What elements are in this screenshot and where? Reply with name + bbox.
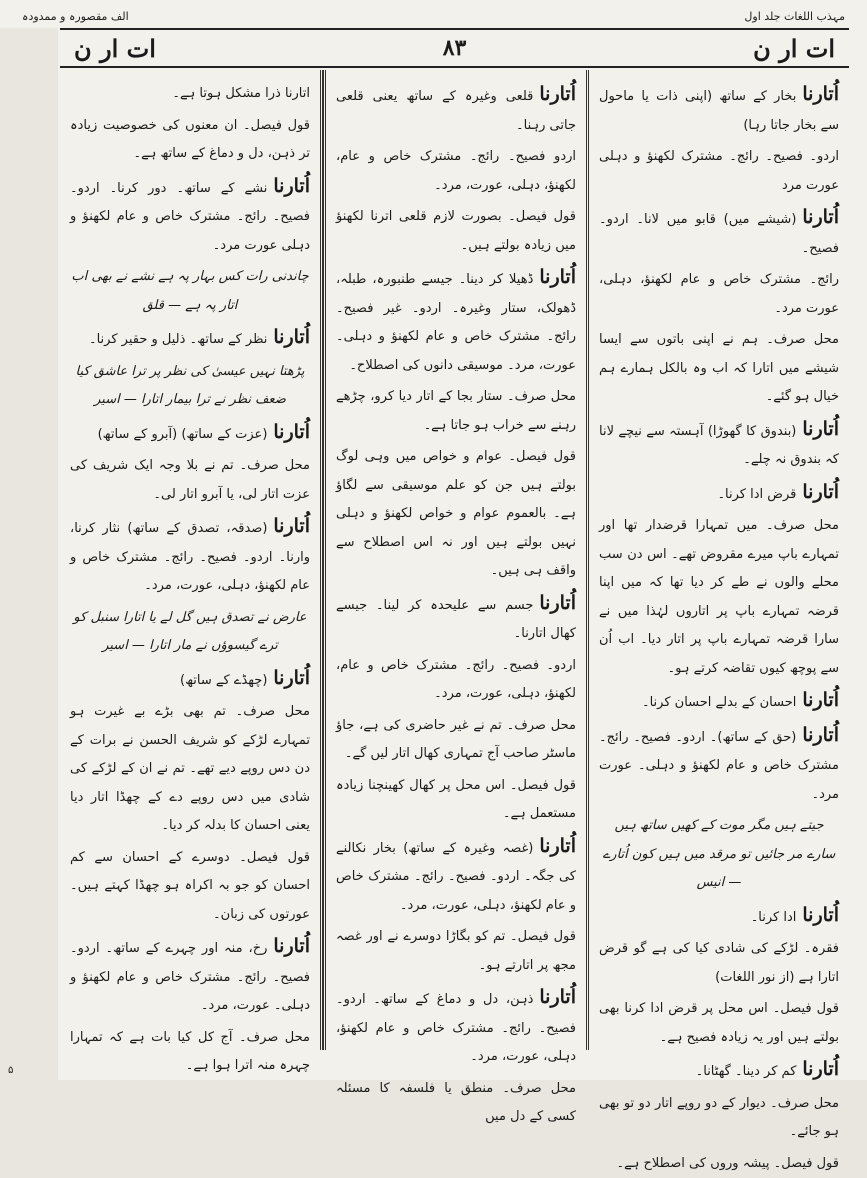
entry-headword: اُتارنا [802, 689, 839, 711]
entry-text: محل صرف۔ تم نے بلا وجہ ایک شریف کی عزت اتار لی، یا آبرو اتار لی۔ [70, 458, 310, 502]
column-middle [323, 70, 586, 1050]
entry-headword: اُتارنا [273, 421, 310, 443]
entry-paragraph [336, 143, 576, 200]
entry-text: قرض ادا کرنا۔ [717, 487, 796, 502]
entry-paragraph [70, 1024, 310, 1081]
entry-paragraph [336, 983, 576, 1072]
entry-paragraph [599, 901, 839, 933]
headword-right: ات ار ن [753, 34, 835, 63]
entry-text: (بندوق کا گھوڑا) آہستہ سے نیچے لانا کہ بندوق نہ چلے۔ [599, 424, 839, 468]
verse-quote [599, 812, 839, 898]
entry-headword: اُتارنا [802, 481, 839, 503]
entry-paragraph [70, 323, 310, 355]
entry-paragraph [70, 664, 310, 696]
entry-headword: اُتارنا [273, 935, 310, 957]
entry-paragraph [70, 452, 310, 509]
entry-paragraph [599, 1055, 839, 1087]
text-columns [60, 70, 849, 1050]
entry-paragraph [599, 203, 839, 263]
entry-text: احسان کے بدلے احسان کرنا۔ [642, 695, 796, 710]
entry-text: رائج۔ مشترک خاص و عام لکھنؤ، دہلی، عورت مرد۔ [599, 272, 839, 316]
entry-text: نشے کے ساتھ۔ دور کرنا۔ اردو۔ فصیح۔ رائج۔ مشترک خاص و عام لکھنؤ و دہلی عورت مرد۔ [70, 181, 310, 253]
entry-text: چاندنی رات کس بہار پہ ہے نشے نے بھی اب اتار پہ ہے — قلق [71, 269, 308, 313]
entry-text: ذہن، دل و دماغ کے ساتھ۔ اردو۔ فصیح۔ رائج۔ مشترک خاص و عام لکھنؤ، دہلی، عورت، مرد۔ [336, 992, 576, 1064]
entry-text: ڈھیلا کر دینا۔ جیسے طنبورہ، طبلہ، ڈھولک، ستار وغیرہ۔ اردو۔ غیر فصیح۔ رائج۔ مشترک خاص و عام لکھنؤ و دہلی۔ عورت، مرد۔ موسیقی دانوں کی اصطلاح۔ [336, 272, 576, 373]
entry-paragraph [599, 415, 839, 475]
entry-headword: اُتارنا [802, 206, 839, 228]
header-band [60, 28, 849, 68]
entry-paragraph [70, 112, 310, 169]
entry-text: محل صرف۔ ستار بجا کے اتار دیا کرو، چڑھے رہنے سے خراب ہو جاتا ہے۔ [336, 389, 576, 433]
entry-paragraph [70, 418, 310, 450]
entry-text: قول فیصل۔ اس محل پر کھال کھینچنا زیادہ مستعمل ہے۔ [336, 778, 576, 822]
entry-text: قول فیصل۔ تم کو بگاڑا دوسرے نے اور غصہ مجھ پر اتارتے ہو۔ [336, 929, 576, 973]
entry-text: محل صرف۔ تم نے غیر حاضری کی ہے، جاؤ ماسٹر صاحب آج تمہاری کھال اتار لیں گے۔ [336, 718, 576, 762]
running-head-left: الف مقصورہ و ممدودہ [22, 10, 129, 23]
entry-headword: اُتارنا [539, 986, 576, 1008]
verse-quote [70, 604, 310, 661]
entry-text: محل صرف۔ منطق یا فلسفہ کا مسئلہ کسی کے دل میں [336, 1081, 576, 1125]
entry-paragraph [336, 652, 576, 709]
entry-paragraph [336, 712, 576, 769]
entry-text: بخار کے ساتھ (اپنی ذات یا ماحول سے بخار جاتا رہا) [599, 89, 839, 133]
entry-paragraph [336, 923, 576, 980]
verse-quote [70, 358, 310, 415]
verse-quote [70, 263, 310, 320]
entry-paragraph [336, 263, 576, 380]
entry-text: قول فیصل۔ ان معنوں کی خصوصیت زیادہ تر ذہن، دل و دماغ کے ساتھ ہے۔ [70, 118, 310, 162]
entry-text: محل صرف۔ آج کل کیا بات ہے کہ تمہارا چہرہ منہ اترا ہوا ہے۔ [70, 1030, 310, 1074]
entry-paragraph [599, 686, 839, 718]
entry-paragraph [70, 80, 310, 109]
entry-paragraph [336, 80, 576, 140]
entry-paragraph [336, 203, 576, 260]
entry-headword: اُتارنا [273, 175, 310, 197]
entry-text: محل صرف۔ دیوار کے دو روپے اتار دو تو بھی ہو جائے۔ [599, 1096, 839, 1140]
entry-text: نظر کے ساتھ۔ ذلیل و حقیر کرنا۔ [89, 332, 267, 347]
entry-text: قول فیصل۔ عوام و خواص میں وہی لوگ بولتے ہیں جن کو علم موسیقی سے لگاؤ ہے۔ بالعموم عوام و خواص لکھنؤ و دہلی نہیں بولتے ہیں اور نہ اس اصطلاح سے واقف ہی ہیں۔ [336, 449, 576, 578]
headword-left: ات ار ن [74, 34, 156, 63]
column-left [60, 70, 323, 1050]
entry-text: اردو۔ فصیح۔ رائج۔ مشترک خاص و عام، لکھنؤ، دہلی، عورت، مرد۔ [336, 658, 576, 702]
entry-paragraph [599, 935, 839, 992]
footer-mark: ۵ [8, 1065, 13, 1076]
entry-text: قول فیصل۔ بصورت لازم قلعی اترنا لکھنؤ میں زیادہ بولتے ہیں۔ [336, 209, 576, 253]
entry-paragraph [599, 266, 839, 323]
entry-text: قول فیصل۔ پیشہ وروں کی اصطلاح ہے۔ [616, 1156, 839, 1171]
entry-paragraph [70, 932, 310, 1021]
entry-paragraph [599, 478, 839, 510]
entry-text: رخ، منہ اور چہرے کے ساتھ۔ اردو۔ فصیح۔ رائج۔ مشترک خاص و عام لکھنؤ و دہلی۔ عورت، مرد۔ [70, 941, 310, 1013]
entry-headword: اُتارنا [273, 326, 310, 348]
entry-headword: اُتارنا [539, 835, 576, 857]
entry-headword: اُتارنا [802, 83, 839, 105]
entry-text: جسم سے علیحدہ کر لینا۔ جیسے کھال اتارنا۔ [336, 598, 576, 642]
column-right [586, 70, 849, 1050]
entry-headword: اُتارنا [802, 1058, 839, 1080]
entry-headword: اُتارنا [802, 418, 839, 440]
entry-text: قلعی وغیرہ کے ساتھ یعنی قلعی جاتی رہنا۔ [336, 89, 576, 133]
entry-text: (چھڈے کے ساتھ) [180, 673, 267, 688]
entry-paragraph [70, 698, 310, 841]
page-number: ۸۳ [443, 35, 467, 61]
entry-text: محل صرف۔ ہم نے اپنی باتوں سے ایسا شیشے میں اتارا کہ اب وہ بالکل ہمارے ہم خیال ہو گئے۔ [599, 332, 839, 404]
entry-paragraph [70, 512, 310, 601]
running-head-right: مہذب اللغات جلد اول [744, 10, 845, 23]
entry-paragraph [599, 80, 839, 140]
entry-headword: اُتارنا [802, 904, 839, 926]
entry-paragraph [599, 721, 839, 810]
entry-paragraph [336, 383, 576, 440]
entry-paragraph [336, 832, 576, 921]
running-head [22, 6, 845, 26]
entry-text: (حق کے ساتھ)۔ اردو۔ فصیح۔ رائج۔ مشترک خاص و عام لکھنؤ و دہلی۔ عورت مرد۔ [599, 730, 839, 802]
entry-text: اتارنا ذرا مشکل ہوتا ہے۔ [172, 86, 310, 101]
entry-headword: اُتارنا [273, 667, 310, 689]
entry-paragraph [336, 772, 576, 829]
entry-headword: اُتارنا [539, 83, 576, 105]
entry-text: (غصہ وغیرہ کے ساتھ) بخار نکالنے کی جگہ۔ اردو۔ فصیح۔ رائج۔ مشترک خاص و عام لکھنؤ، دہلی، عورت، مرد۔ [336, 841, 576, 913]
entry-headword: اُتارنا [802, 724, 839, 746]
entry-paragraph [599, 995, 839, 1052]
entry-text: (عزت کے ساتھ) (آبرو کے ساتھ) [98, 427, 268, 442]
entry-text: پڑھتا نہیں عیسیٰ کی نظر پر ترا عاشق کیا ضعف نظر نے ترا بیمار اتارا — اسیر [76, 364, 305, 408]
entry-text: کم کر دینا۔ گھٹانا۔ [696, 1064, 797, 1079]
entry-text: قول فیصل۔ دوسرے کے احسان سے کم احسان کو جو بہ اکراہ ہو چھڈا کہتے ہیں۔ عورتوں کی زبان۔ [70, 850, 310, 922]
entry-paragraph [336, 443, 576, 586]
entry-text: اردو۔ فصیح۔ رائج۔ مشترک لکھنؤ و دہلی عورت مرد [599, 149, 839, 193]
entry-paragraph [599, 512, 839, 683]
entry-headword: اُتارنا [539, 592, 576, 614]
entry-paragraph [599, 1150, 839, 1178]
entry-text: محل صرف۔ میں تمہارا قرضدار تھا اور تمہارے باپ میرے مقروض تھے۔ اس دن سب محلے والوں نے طے کر دیا تھا کہ میں اپنا قرضہ تمہارے باپ پر اتاروں لہٰذا میں نے سارا قرضہ تمہارے باپ پر اتار دیا۔ اب اُن سے پوچھ کیوں تقاضہ کرتے ہو۔ [599, 518, 839, 676]
entry-text: عارض نے تصدق ہیں گل لے یا اتارا سنبل کو ترے گیسوؤں نے مار اتارا — اسیر [73, 610, 306, 654]
entry-headword: اُتارنا [539, 266, 576, 288]
entry-text: (شیشے میں) قابو میں لانا۔ اردو۔ فصیح۔ [599, 212, 839, 256]
entry-paragraph [70, 844, 310, 930]
entry-text: جیتے ہیں مگر موت کے کھیں ساتھ ہیں سارے مر جائیں تو مرقد میں ہیں کون اُتارے — انیس [603, 818, 836, 890]
entry-paragraph [70, 172, 310, 261]
entry-paragraph [599, 143, 839, 200]
entry-paragraph [599, 326, 839, 412]
entry-text: (صدقہ، تصدق کے ساتھ) نثار کرنا، وارنا۔ اردو۔ فصیح۔ رائج۔ مشترک خاص و عام لکھنؤ، دہلی، عورت، مرد۔ [70, 521, 310, 593]
entry-text: فقرہ۔ لڑکے کی شادی کیا کی ہے گو قرض اتارا ہے (از نور اللغات) [599, 941, 839, 985]
entry-text: قول فیصل۔ اس محل پر قرض ادا کرنا بھی بولتے ہیں اور یہ زیادہ فصیح ہے۔ [599, 1001, 839, 1045]
entry-headword: اُتارنا [273, 515, 310, 537]
entry-paragraph [336, 1075, 576, 1132]
entry-text: ادا کرنا۔ [751, 910, 797, 925]
entry-paragraph [599, 1090, 839, 1147]
page-margin [0, 28, 58, 1080]
entry-text: محل صرف۔ تم بھی بڑے بے غیرت ہو تمہارے لڑکے کو شریف الحسن نے برات کے دن دس روپے دیے تھے۔ تم نے ان کے لڑکے کی شادی میں دس روپے دے کے چھڈا اتار دیا یعنی احسان کا بدلہ کر دیا۔ [70, 704, 310, 833]
entry-text: اردو فصیح۔ رائج۔ مشترک خاص و عام، لکھنؤ، دہلی، عورت، مرد۔ [336, 149, 576, 193]
entry-paragraph [336, 589, 576, 649]
